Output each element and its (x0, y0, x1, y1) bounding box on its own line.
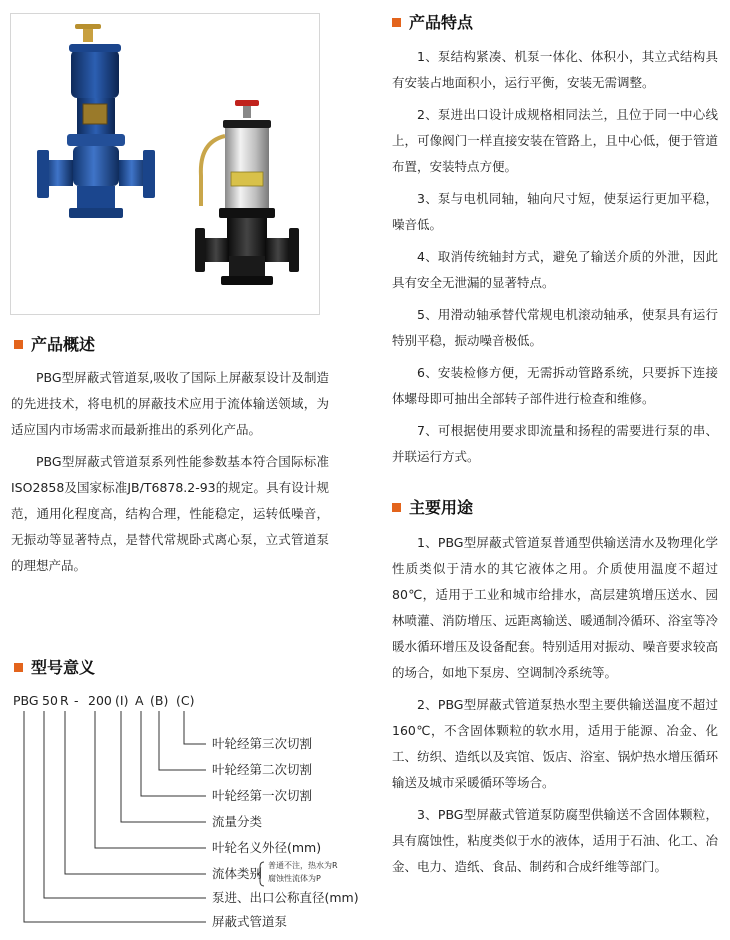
code-part-dash: - (74, 693, 79, 708)
usage-heading: 主要用途 (392, 497, 473, 519)
feature-item: 5、用滑动轴承替代常规电机滚动轴承，使泵具有运行特别平稳，振动噪音极低。 (392, 307, 718, 348)
code-part-cut3: (C) (176, 693, 195, 708)
usage-paragraph: 1、PBG型屏蔽式管道泵普通型供输送清水及物理化学性质类似于清水的其它液体之用。介质使用温度不超过80℃，适用于工业和城市给排水，高层建筑增压送水、园林喷灌、消防增压、远距离输送、暖通制冷循环、浴室等冷暖水循环增压及设备配套。特别适用对振动、噪音要求较高的场合，如地下泵房、空调制冷系统等。 (392, 535, 718, 680)
feature-item: 4、取消传统轴封方式，避免了输送介质的外泄，因此具有安全无泄漏的显著特点。 (392, 249, 718, 290)
features-heading: 产品特点 (392, 12, 473, 34)
legend-diameter: 泵进、出口公称直径(mm) (212, 890, 359, 905)
overview-paragraph: PBG型屏蔽式管道泵系列性能参数基本符合国际标准ISO2858及国家标准JB/T6878.2-93的规定。具有设计规范，通用化程度高，结构合理，性能稳定，运转低噪音，无振动等显著特点，是替代常规卧式离心泵，立式管道泵的理想产品。 (11, 454, 329, 573)
fluid-note-line2: 腐蚀性流体为P (268, 874, 321, 883)
overview-heading: 产品概述 (14, 334, 95, 356)
heading-marker (392, 503, 401, 512)
usage-paragraph: 3、PBG型屏蔽式管道泵防腐型供输送不含固体颗粒，具有腐蚀性，粘度类似于水的液体，适用于石油、化工、冶金、电力、造纸、食品、制药和合成纤维等部门。 (392, 807, 718, 874)
legend-impeller: 叶轮名义外径(mm) (212, 840, 322, 855)
code-part-impeller: 200 (88, 693, 112, 708)
overview-paragraph: PBG型屏蔽式管道泵,吸收了国际上屏蔽泵设计及制造的先进技术，将电机的屏蔽技术应用于流体输送领域，为适应国内市场需求而最新推出的系列化产品。 (11, 370, 329, 437)
code-part-pbg: PBG (13, 693, 39, 708)
heading-marker (392, 18, 401, 27)
model-heading: 型号意义 (14, 657, 95, 679)
code-part-cut2: (B) (150, 693, 169, 708)
feature-item: 7、可根据使用要求即流量和扬程的需要进行泵的串、并联运行方式。 (392, 423, 718, 464)
usage-paragraph: 2、PBG型屏蔽式管道泵热水型主要供输送温度不超过160℃，不含固体颗粒的软水用，适用于能源、冶金、化工、纺织、造纸以及宾馆、饭店、浴室、锅炉热水增压循环输送及城市采暖循环等场合。 (392, 697, 718, 790)
code-part-diameter: 50 (42, 693, 58, 708)
legend-fluid: 流体类别 (212, 866, 263, 881)
feature-item: 3、泵与电机同轴，轴向尺寸短，使泵运行更加平稳，噪音低。 (392, 191, 718, 232)
code-part-fluid: R (60, 693, 69, 708)
legend-cut2: 叶轮经第二次切割 (212, 762, 313, 777)
features-body (392, 44, 718, 470)
fluid-note-line1: 普通不注，热水为R (268, 861, 338, 870)
code-part-cut1: A (135, 693, 144, 708)
legend-cut3: 叶轮经第三次切割 (212, 736, 313, 751)
usage-body (392, 530, 718, 880)
feature-item: 1、泵结构紧凑、机泵一体化、体积小，其立式结构具有安装占地面积小，运行平衡，安装无需调整。 (392, 49, 718, 90)
code-part-flow: (I) (115, 693, 129, 708)
feature-item: 6、安装检修方便，无需拆动管路系统，只要拆下连接体螺母即可抽出全部转子部件进行检查和维修。 (392, 365, 718, 406)
legend-pump-type: 屏蔽式管道泵 (212, 914, 288, 929)
legend-cut1: 叶轮经第一次切割 (212, 788, 313, 803)
legend-flow: 流量分类 (212, 814, 263, 829)
feature-item: 2、泵进出口设计成规格相同法兰，且位于同一中心线上，可像阀门一样直接安装在管路上，且中心低，便于管道布置，安装特点方便。 (392, 107, 718, 174)
